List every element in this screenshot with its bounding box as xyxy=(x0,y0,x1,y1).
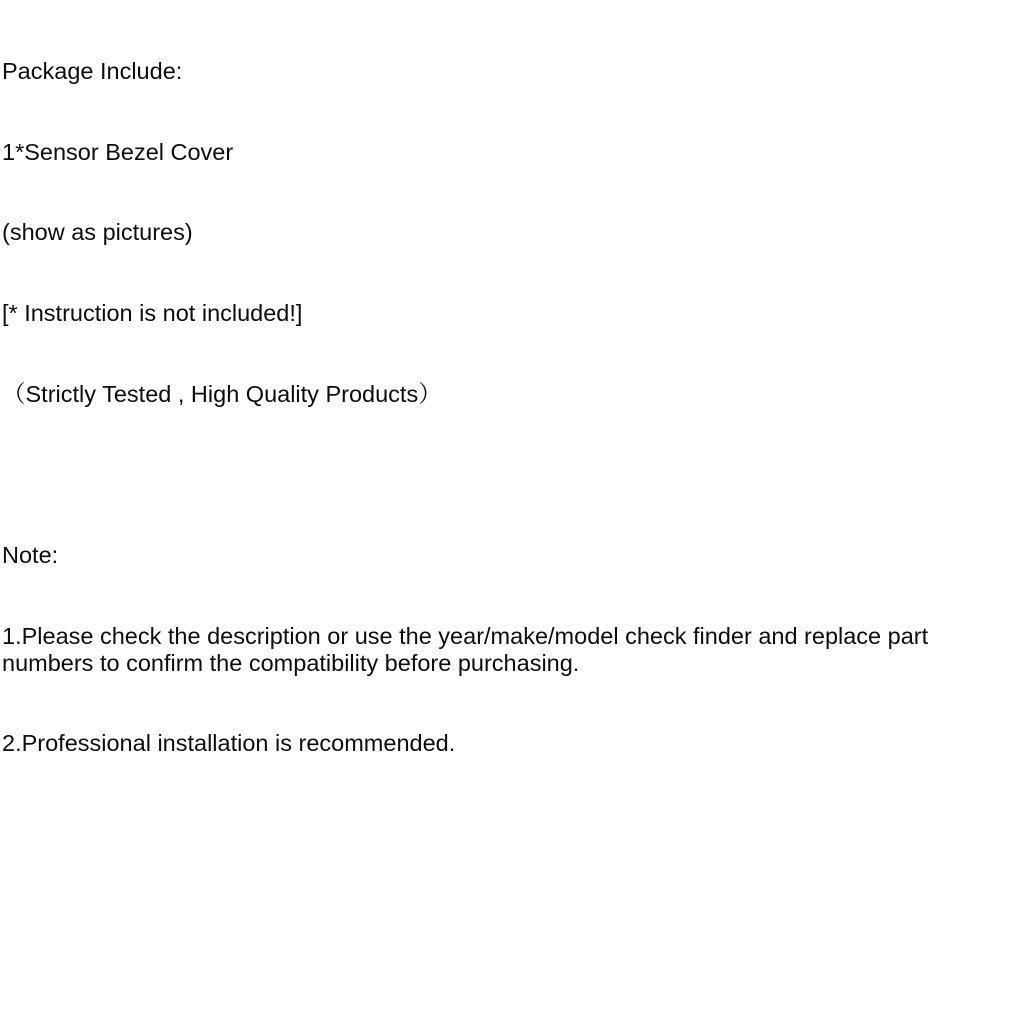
package-include-line-4: （Strictly Tested , High Quality Products） xyxy=(2,380,442,407)
package-include-line-1: 1*Sensor Bezel Cover xyxy=(2,138,234,165)
package-include-section xyxy=(2,4,1024,461)
note-heading: Note: xyxy=(2,542,59,569)
section-spacer xyxy=(2,461,1024,488)
note-line-1: 1.Please check the description or use the year/make/model check finder and replace part numbers to confirm the compatibility before purchasing. xyxy=(2,622,935,676)
note-line-2: 2.Professional installation is recommended. xyxy=(2,730,456,757)
note-section xyxy=(2,488,1024,811)
package-include-line-2: (show as pictures) xyxy=(2,219,193,246)
package-include-heading: Package Include: xyxy=(2,57,183,84)
package-include-line-3: [* Instruction is not included!] xyxy=(2,299,303,326)
